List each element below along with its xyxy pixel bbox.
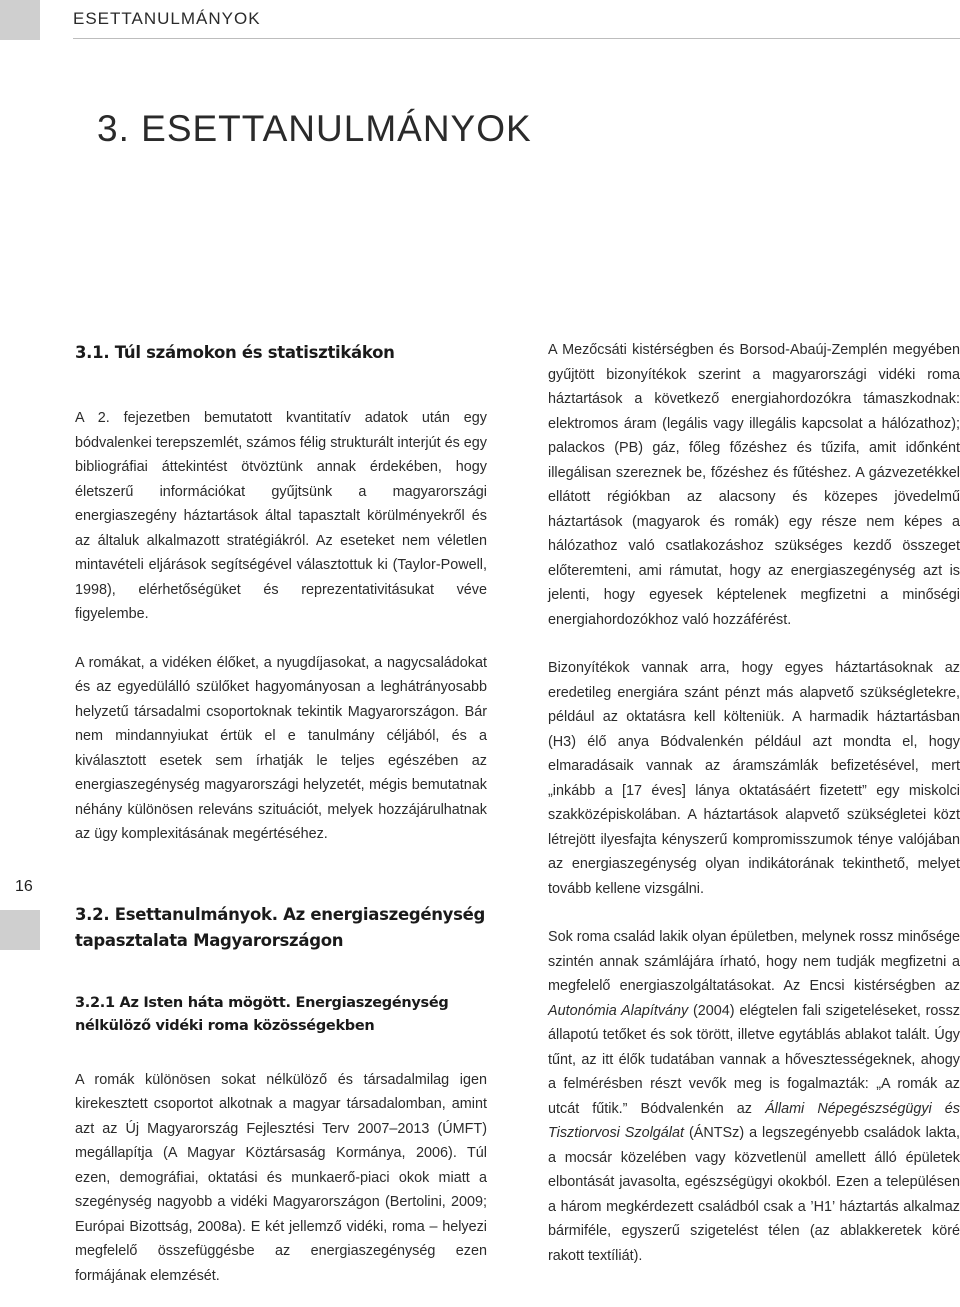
emphasis-text: Állami Népegészségügyi és Tisztiorvosi Szolgálat	[548, 1100, 960, 1141]
text-run: (ÁNTSz) a legszegényebb családok lakta, a mocsár közelében vagy közvetlenül amellett álló épületek elbontását javasolta, egészségügyi okokból. Ezen a településen a három megkérdezett családból csak a ’H1’ háztartás alkalmaz bármiféle, egyszerű szigetelést télen (az ablakkeretek köré rakott textíliát).	[548, 1125, 960, 1264]
text-run: (2004) elégtelen fali szigeteléseket, rossz állapotú tetőket és sok törött, illetve egytáblás ablakot talált. Úgy tűnt, az itt élők tudatában vannak a hővesztességeknek, ahogy a felmérésben részt vevők meg is fogalmazták: „A romák az utcát fűtik.” Bódvalenkén az	[548, 1002, 960, 1117]
corner-decoration	[0, 0, 40, 40]
text-run: Sok roma család lakik olyan épületben, melynek rossz minősége szintén annak számlájára írható, hogy nem tudják megfizetni a megfelelő energiaszolgáltatásokat. Az Encsi kistérségben az	[548, 929, 960, 994]
left-column	[75, 340, 487, 1288]
section-heading-3-2: 3.2. Esettanulmányok. Az energiaszegénység tapasztalata Magyarországon	[75, 904, 486, 950]
running-header: ESETTANULMÁNYOK	[73, 9, 261, 28]
paragraph: A romákat, a vidéken élőket, a nyugdíjasokat, a nagycsaládokat és az egyedülálló szülőket hagyományosan a leghátrányosabb helyzetű társadalmi csoportoknak tekintik Magyarországon. Bár nem mindannyiukat értük el e tanulmány céljából, és a kiválasztott esetek sem írhatják le teljes egészében az energiaszegénység magyarországi helyzetét, mégis bemutatnak néhány különösen releváns szituációt, melyek hozzájárulhatnak az ügy komplexitásának megértéséhez.	[75, 654, 487, 842]
paragraph: A Mezőcsáti kistérségben és Borsod-Abaúj-Zemplén megyében gyűjtött bizonyítékok szerint a magyarországi vidéki roma háztartások a következő energiahordozókra támaszkodnak: elektromos áram (legális vagy illegális kapcsolat a hálózathoz); palackos (PB) gáz, főleg főzéshez és tűzifa, amit időnként illegálisan szereznek be, főzéshez és fűtéshez. A gázvezetékkel ellátott régiókban az alacsony és közepes jövedelmű háztartások (magyarok és romák) egy része nem képes a hálózathoz való csatlakozáshoz szükséges kezdő összeget előteremteni, ami rámutat, hogy az energiaszegénység azt is jelenti, hogy egyesek képtelenek megfizetni a minőségi energiahordozókhoz való hozzáférést.	[548, 342, 960, 628]
paragraph: Bizonyítékok vannak arra, hogy egyes háztartásoknak az eredetileg energiára szánt pénzt más alapvető szükségletekre, például az oktatásra kell költeniük. A harmadik háztartásban (H3) élő anya Bódvalenkén például azt mondta el, hogy elmaradásaik vannak az áramszámlák befizetésével, mert „inkább a [17 éves] lánya oktatásáért fizetett” egy miskolci szakközépiskolában. A háztartások alapvető szükségletei közt létrejött ilyesfajta kényszerű kompromisszumok ténye valójában az energiaszegénység olyan indikátorának tekinthető, melyet tovább kellene vizsgálni.	[548, 660, 960, 897]
page-number: 16	[15, 878, 33, 895]
subsection-heading-3-2-1: 3.2.1 Az Isten háta mögött. Energiaszegénység nélkülöző vidéki roma közösségekben	[75, 994, 449, 1034]
right-column	[548, 338, 960, 1268]
paragraph	[548, 925, 960, 1268]
paragraph: A 2. fejezetben bemutatott kvantitatív adatok után egy bódvalenkei terepszemlét, számos félig strukturált interjút és egy bibliográfiai áttekintést ötvöztünk annak érdekében, hogy életszerű információkat gyűjtsünk a magyarországi energiaszegény háztartások által tapasztalt körülményekről és az általuk alkalmazott stratégiákról. Az eseteket nem véletlen mintavételi eljárások segítségével választottuk ki (Taylor-Powell, 1998), elérhetőségüket és reprezentativitásukat véve figyelembe.	[75, 410, 487, 622]
paragraph: A romák különösen sokat nélkülöző és társadalmilag igen kirekesztett csoportot alkotnak a magyar társadalomban, amint azt az Új Magyarország Fejlesztési Terv 2007–2013 (ÚMFT) megállapítja (A Magyar Köztársaság Kormánya, 2006). Túl ezen, demográfiai, oktatási és munkaerő-piaci okok miatt a szegénység nagyobb a vidéki Magyarországon (Bertolini, 2009; Európai Bizottság, 2008a). E két jellemző vidéki, roma – helyezi megfelelő összefüggésbe az energiaszegénység ezen formájának elemzését.	[75, 1071, 487, 1284]
header-divider	[73, 38, 960, 39]
page-number-marker	[0, 910, 40, 950]
emphasis-text: Autonómia Alapítvány	[548, 1002, 689, 1019]
section-heading-3-1: 3.1. Túl számokon és statisztikákon	[75, 343, 395, 362]
chapter-title: 3. ESETTANULMÁNYOK	[97, 108, 532, 149]
